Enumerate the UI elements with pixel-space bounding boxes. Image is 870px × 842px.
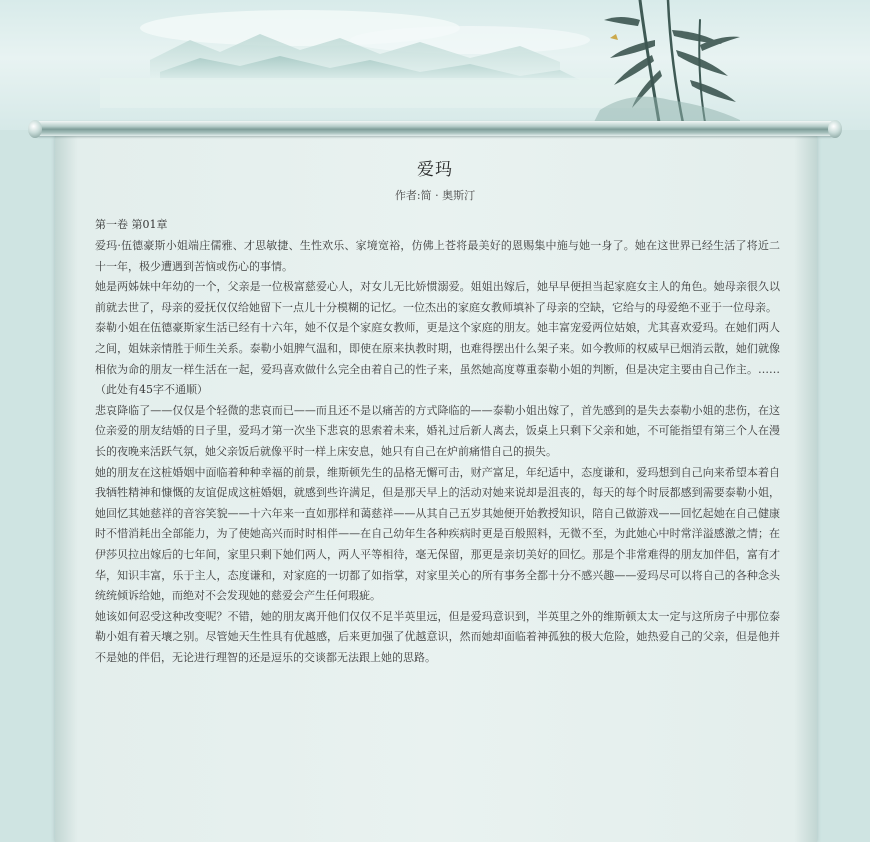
book-title: 爱玛	[417, 160, 453, 180]
paragraph: 她的朋友在这桩婚姻中面临着种种幸福的前景，维斯顿先生的品格无懈可击，财产富足，年纪适中，态度谦和，爱玛想到自己向来希望本着自我牺牲精神和慷慨的友谊促成这桩婚姻，就感到些许满足，但是那天早上的活动对她来说却是沮丧的，每天的每个时辰都感到需要泰勒小姐，她回忆其她慈祥的音容笑貌——十六年来一直如那样和蔼慈祥——从其自己五岁其她便开始教授知识，陪自己做游戏——回忆起她在自己健康时不惜消耗出全部能力，为了使她高兴而时时相伴——在自己幼年生各种疾病时更是百般照料，无微不至，为此她心中时常洋溢感激之情；在伊莎贝拉出嫁后的七年间，家里只剩下她们两人，两人平等相待，毫无保留，那更是亲切美好的回忆。那是个非常难得的朋友加伴侣，富有才华，知识丰富，乐于主人，态度谦和，对家庭的一切都了如指掌，对家里关心的所有事务全都十分不感兴趣——爱玛尽可以将自己的各种念头统统倾诉给她，而绝对不会发现她的慈爱会产生任何瑕疵。	[95, 465, 780, 603]
scroll-knob-left	[28, 120, 42, 138]
header-banner	[0, 0, 870, 130]
paragraph: 她是两姊妹中年幼的一个，父亲是一位极富慈爱心人，对女儿无比娇惯溺爱。姐姐出嫁后，她早早便担当起家庭女主人的角色。她母亲很久以前就去世了，母亲的爱抚仅仅给她留下一点儿十分模糊的记忆。一位杰出的家庭女教师填补了母亲的空缺，它给与的母爱绝不亚于一位母亲。	[95, 280, 780, 314]
chapter-body	[95, 236, 780, 668]
author-line: 作者:简 · 奥斯汀	[394, 189, 476, 202]
paragraph: 她该如何忍受这种改变呢？不错，她的朋友离开他们仅仅不足半英里远，但是爱玛意识到，半英里之外的维斯顿太太一定与这所房子中那位泰勒小姐有着天壤之别。尽管她天生性具有优越感，后来更加强了优越意识，然而她却面临着神孤独的极大危险，她热爱自己的父亲，但是他并不是她的伴侣，无论进行理智的还是逗乐的交谈都无法跟上她的思路。	[95, 609, 780, 664]
landscape-illustration	[0, 0, 870, 130]
scroll-rod	[32, 121, 838, 136]
paragraph: 悲哀降临了——仅仅是个轻微的悲哀而已——而且还不是以痛苦的方式降临的——泰勒小姐出嫁了，首先感到的是失去泰勒小姐的悲伤，在这位亲爱的朋友结婚的日子里，爱玛才第一次坐下悲哀的思索着未来，婚礼过后新人离去，饭桌上只剩下父亲和她，不可能指望有第三个人在漫长的夜晚来活跃气氛，她父亲饭后就像平时一样上床安息，她只有自己在炉前痛惜自己的损失。	[95, 403, 780, 458]
paragraph: 泰勒小姐在伍德豪斯家生活已经有十六年，她不仅是个家庭女教师，更是这个家庭的朋友。她丰富宠爱两位姑娘，尤其喜欢爱玛。在她们两人之间，姐妹亲情胜于师生关系。泰勒小姐脾气温和，即使在原来执教时期，也难得摆出什么架子来。如今教师的权威早已烟消云散，她们就像相依为命的朋友一样生活在一起，爱玛喜欢做什么完全由着自己的性子来，虽然她高度尊重泰勒小姐的判断，但是决定主要由自己作主。……（此处有45字不通顺）	[95, 321, 780, 397]
scroll-knob-right	[828, 120, 842, 138]
chapter-heading: 第一卷 第01章	[95, 218, 168, 231]
paragraph: 爱玛·伍德豪斯小姐端庄儒雅、才思敏捷、生性欢乐、家境宽裕，仿佛上苍将最美好的恩赐集中施与她一身了。她在这世界已经生活了将近二十一年，极少遭遇到苦恼或伤心的事情。	[95, 239, 780, 273]
